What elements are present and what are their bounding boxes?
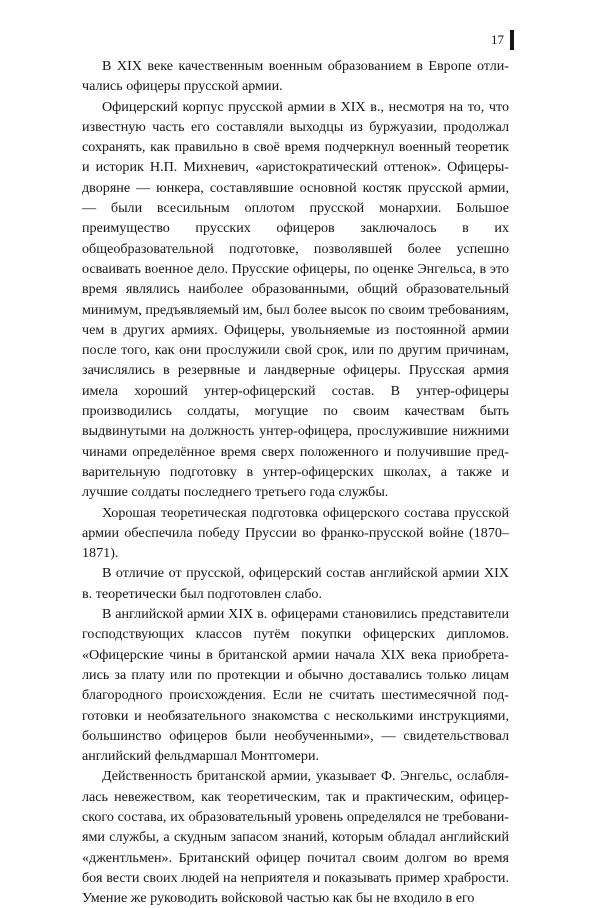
page-header [491, 30, 514, 50]
page-number-bar [510, 30, 514, 50]
paragraph: Действенность британской армии, указывает Ф. Энгельс, ослаблялась невежеством, как теоретическим, так и практическим, офицерского состава, их образовательный уровень определялся не требованиями службы, а скудным запасом знаний, которым обладал английский «джентльмен». Британский офицер почитал своим долгом во время боя вести своих людей на неприятеля и показывать пример храбрости. Умение же руководить войсковой частью как бы не входило в его [82, 768, 509, 907]
paragraph: В отличие от прусской, офицерский состав английской армии XIX в. теоретически был подготовлен слабо. [82, 565, 509, 602]
paragraph: В английской армии XIX в. офицерами становились представители господствующих классов путём покупки офицерских дипломов. «Офицерские чины в британской армии начала XIX века приобретались за плату или по протекции и обычно доставались только лицам благородного происхождения. Если не считать шестимесячной подготовки и необязательного знакомства с несколькими инструкциями, большинство офицеров были необученными», — свидетельствовал английский фельдмаршал Монтгомери. [82, 606, 509, 765]
paragraph: Офицерский корпус прусской армии в XIX в., несмотря на то, что известную часть его составляли выходцы из буржуазии, продолжал сохранять, как правильно в своё время подчеркнул военный теоретик и историк Н.П. Михневич, «аристократический оттенок». Офицеры-дворяне — юнкера, составлявшие основной костяк прусской армии, — были всесильным оплотом прусской монархии. Большое преимущество прусских офицеров заключалось в их общеобразовательной подготовке, позволявшей более успешно осваивать военное дело. Прусские офицеры, по оценке Энгельса, в это время являлись наиболее образованными, общий образовательный минимум, предъявляемый им, был более высок по своим требованиям, чем в других армиях. Офицеры, увольняемые из постоянной армии после того, как они прослужили свой срок, или по другим причинам, зачислялись в резервные и ландверные офицеры. Прусская армия имела хороший унтер-офицерский состав. В унтер-офицеры производились солдаты, могущие по своим качествам быть выдвинутыми на должность унтер-офицера, прослужившие нижними чинами определённое время сверх положенного и получившие предварительную подготовку в унтер-офицерских школах, а также и лучшие солдаты последнего третьего года службы. [82, 98, 509, 501]
paragraph: Хорошая теоретическая подготовка офицерского состава прусской армии обеспечила победу Пруссии во франко-прусской войне (1870–1871). [82, 504, 509, 562]
body-text [82, 56, 509, 908]
page-number: 17 [491, 32, 504, 47]
paragraph: В XIX веке качественным военным образованием в Европе отличались офицеры прусской армии. [82, 58, 509, 95]
